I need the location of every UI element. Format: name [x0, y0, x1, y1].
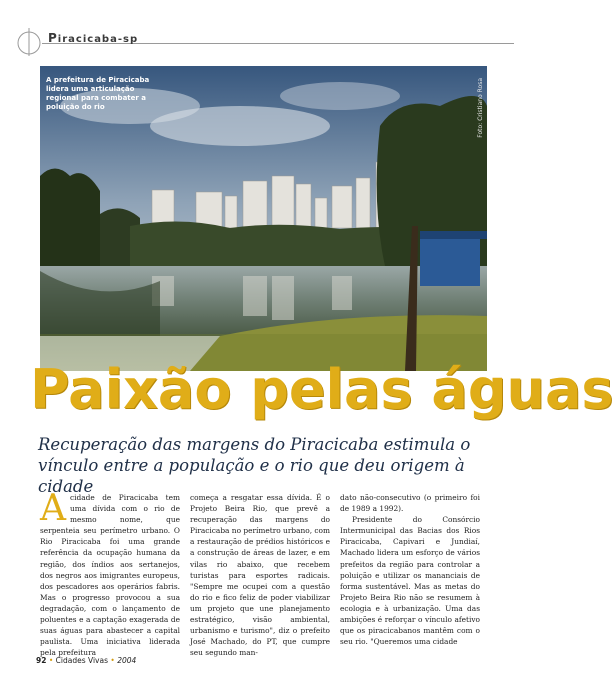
photo-caption: A prefeitura de Piracicaba lidera uma articulação regional para combater a poluição do rio — [46, 76, 150, 111]
body-column-2 — [190, 492, 330, 658]
section-header — [14, 26, 514, 56]
body-paragraph: Presidente do Consórcio Intermunicipal das Bacias dos Rios Piracicaba, Capivari e Jundiaí, Machado lidera um esforço de vários prefeitos da região para controlar a poluição e utilizar os mananciais de forma sustentável. Mas as metas do Projeto Beira Rio não se resumem à ecologia e à urbanização. Uma das ambições é reforçar o vínculo afetivo que os piracicabanos mantêm com o seu rio. "Queremos uma cidade — [340, 515, 480, 647]
section-label: Piracicaba-sp — [48, 31, 139, 45]
drop-cap: A — [40, 488, 66, 529]
footer-bullet: • — [48, 656, 54, 665]
footer-bullet: • — [110, 656, 115, 665]
body-paragraph: cidade de Piracicaba tem uma dívida com o rio de mesmo nome, que serpenteia seu perímetro urbano. O Rio Piracicaba foi uma grande referência da ocupação humana da região, dos índios aos sertanejos, dos negros aos imigrantes europeus, dos pescadores aos operários fabris. Mas o progresso provocou a sua degradação, com o lançamento de poluentes e a captação exagerada de suas águas para abastecer a capital paulista. Uma iniciativa liderada pela prefeitura — [40, 493, 180, 658]
body-paragraph: dato não-consecutivo (o primeiro foi de 1989 a 1992). — [340, 493, 480, 514]
section-circle-icon — [14, 26, 44, 56]
publication-year: 2004 — [117, 656, 137, 665]
page-footer — [36, 656, 136, 665]
publication-name: Cidades Vivas — [55, 656, 108, 665]
body-paragraph: começa a resgatar essa dívida. É o Projeto Beira Rio, que prevê a recuperação das margens do Piracicaba no perímetro urbano, com a restauração de prédios históricos e a construção de áreas de lazer, e em vilas rio abaixo, que recebem turistas para esportes radicais. "Sempre me ocupei com a questão do rio e fico feliz de poder viabilizar um projeto que une planejamento estratégico, visão ambiental, urbanismo e turismo", diz o prefeito José Machado, do PT, que cumpre seu segundo man- — [190, 493, 330, 658]
photo-credit: Foto: Cristiano Rosa — [477, 78, 484, 138]
body-column-3 — [340, 492, 480, 647]
river-photo — [40, 66, 487, 371]
article-title: Paixão pelas águas — [30, 358, 614, 421]
body-column-1 — [40, 488, 180, 658]
article-subtitle: Recuperação das margens do Piracicaba estimula o vínculo entre a população e o rio que deu origem à cidade — [38, 435, 471, 496]
page-number: 92 — [36, 656, 47, 665]
